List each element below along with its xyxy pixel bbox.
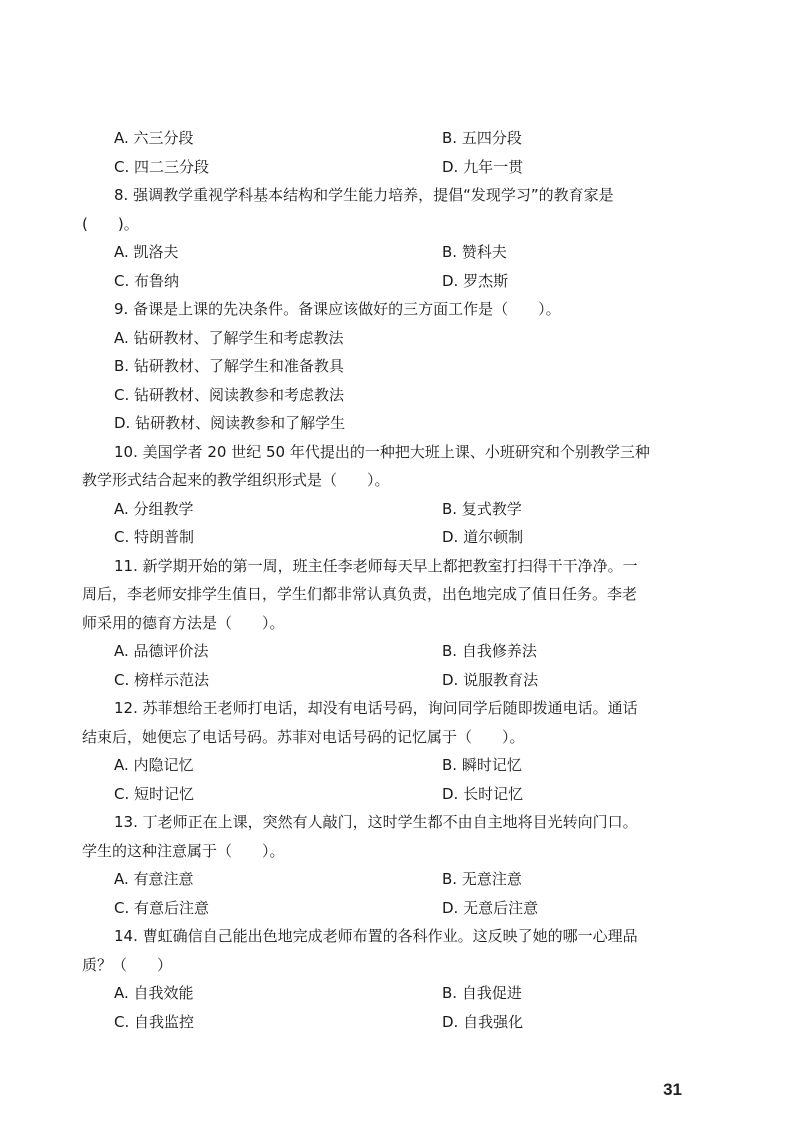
- options-row: [82, 894, 702, 923]
- option-c: C. 有意后注意: [114, 898, 210, 917]
- option-d: D. 钻研教材、阅读教参和了解学生: [114, 414, 346, 432]
- options-row: [82, 238, 702, 267]
- option-b: B. 无意注意: [442, 870, 522, 888]
- option-d: D. 道尔顿制: [442, 528, 524, 546]
- option-c: C. 特朗普制: [114, 528, 195, 546]
- option-a: A. 分组教学: [114, 499, 194, 518]
- option-d: D. 长时记忆: [442, 784, 524, 803]
- option-c: C. 榜样示范法: [114, 670, 210, 689]
- question-stem: 11. 新学期开始的第一周，班主任李老师每天早上都把教室打扫得干干净净。一: [114, 556, 638, 575]
- options-row: [82, 666, 702, 695]
- question-list: [82, 124, 702, 1036]
- option-a: A. 内隐记忆: [114, 756, 194, 774]
- option-c: C. 短时记忆: [114, 784, 195, 803]
- option-a: A. 六三分段: [114, 129, 194, 147]
- option-b: B. 复式教学: [442, 499, 522, 518]
- options-row: [82, 865, 702, 894]
- option-c: C. 布鲁纳: [114, 271, 180, 290]
- question-11: [82, 552, 702, 695]
- options-row: [82, 637, 702, 666]
- option-b: B. 瞬时记忆: [442, 756, 522, 774]
- option-a: A. 凯洛夫: [114, 243, 179, 261]
- options-row: [82, 979, 702, 1008]
- question-14: [82, 922, 702, 1036]
- option-a: A. 品德评价法: [114, 642, 209, 660]
- question-stem-cont: 教学形式结合起来的教学组织形式是（ ）。: [82, 471, 390, 489]
- question-8: [82, 181, 702, 295]
- question-stem: 14. 曹虹确信自己能出色地完成老师布置的各科作业。这反映了她的哪一心理品: [114, 927, 638, 945]
- option-b: B. 五四分段: [442, 129, 522, 147]
- option-d: D. 九年一贯: [442, 157, 524, 176]
- option-b: B. 钻研教材、了解学生和准备教具: [114, 357, 344, 375]
- page-number: 31: [663, 1080, 682, 1099]
- option-b: B. 自我修养法: [442, 642, 537, 660]
- options-row: [82, 495, 702, 524]
- option-b: B. 赞科夫: [442, 243, 507, 261]
- question-10: [82, 438, 702, 552]
- question-stem: 8. 强调教学重视学科基本结构和学生能力培养，提倡“发现学习”的教育家是: [114, 186, 614, 204]
- option-b: B. 自我促进: [442, 984, 522, 1002]
- option-a: A. 有意注意: [114, 870, 194, 888]
- option-c: C. 四二三分段: [114, 157, 210, 176]
- options-row: [82, 124, 702, 153]
- options-row: [82, 751, 702, 780]
- option-d: D. 自我强化: [442, 1012, 524, 1031]
- options-row: [82, 267, 702, 296]
- options-row: [82, 153, 702, 182]
- question-stem-cont: 师采用的德育方法是（ ）。: [82, 613, 285, 632]
- question-stem-cont: 学生的这种注意属于（ ）。: [82, 841, 285, 860]
- option-c: C. 钻研教材、阅读教参和考虑教法: [114, 385, 345, 404]
- question-stem-cont: 质？（ ）: [82, 955, 173, 974]
- option-d: D. 说服教育法: [442, 670, 539, 689]
- question-stem-cont: 结束后，她便忘了电话号码。苏菲对电话号码的记忆属于（ ）。: [82, 727, 525, 746]
- question-9: [82, 295, 702, 438]
- question-13: [82, 808, 702, 922]
- options-row: [82, 780, 702, 809]
- options-row: [82, 1008, 702, 1037]
- option-d: D. 无意后注意: [442, 898, 539, 917]
- question-12: [82, 694, 702, 808]
- option-c: C. 自我监控: [114, 1012, 195, 1031]
- option-d: D. 罗杰斯: [442, 271, 509, 290]
- question-stem: 12. 苏菲想给王老师打电话，却没有电话号码，询问同学后随即拨通电话。通话: [114, 699, 638, 717]
- option-a: A. 自我效能: [114, 984, 194, 1002]
- question-stem: 10. 美国学者 20 世纪 50 年代提出的一种把大班上课、小班研究和个别教学三种: [114, 442, 650, 461]
- question-stem: 9. 备课是上课的先决条件。备课应该做好的三方面工作是（ ）。: [114, 300, 561, 318]
- question-stem-cont: ( )。: [82, 214, 139, 233]
- question-stem-cont: 周后，李老师安排学生值日，学生们都非常认真负责，出色地完成了值日任务。李老: [82, 585, 638, 603]
- option-a: A. 钻研教材、了解学生和考虑教法: [114, 328, 344, 347]
- question-stem: 13. 丁老师正在上课，突然有人敲门，这时学生都不由自主地将目光转向门口。: [114, 813, 638, 831]
- options-row: [82, 523, 702, 552]
